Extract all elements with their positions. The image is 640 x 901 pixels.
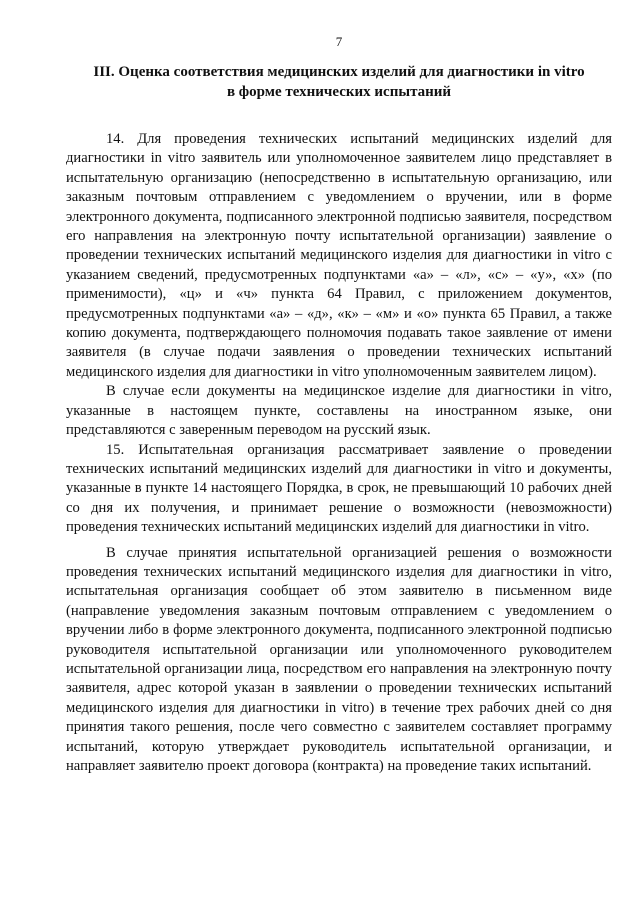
section-heading-line-2: в форме технических испытаний (226, 84, 452, 100)
section-heading-line-1: III. Оценка соответствия медицинских изделий для диагностики in vitro (93, 64, 585, 80)
section-heading (66, 62, 612, 102)
paragraph-14: 14. Для проведения технических испытаний медицинских изделий для диагностики in vitro заявитель или уполномоченное заявителем лицо представляет в испытательную организацию (непосредственно в испытательную организацию, или заказным почтовым отправлением с уведомлением о вручении, или в форме электронного документа, подписанного электронной подписью заявителя, посредством его направления на электронную почту испытательной организации) заявление о проведении технических испытаний медицинского изделия для диагностики in vitro с указанием сведений, предусмотренных подпунктами «а» – «л», «с» – «у», «х» (по применимости), «ц» и «ч» пункта 64 Правил, с приложением документов, предусмотренных подпунктами «а» – «д», «к» – «м» и «о» пункта 65 Правил, а также копию документа, подтверждающего полномочия подавать такое заявление от имени заявителя (в случае подачи заявления о проведении технических испытаний медицинского изделия для диагностики in vitro уполномоченным заявителем лицом). (66, 131, 612, 380)
paragraph-15-decision: В случае принятия испытательной организацией решения о возможности проведения технических испытаний медицинского изделия для диагностики in vitro, испытательная организация сообщает об этом заявителю в письменном виде (направление уведомления заказным почтовым отправлением с уведомлением о вручении либо в форме электронного документа, подписанного электронной подписью руководителя испытательной организации или уполномоченного руководителем испытательной организации лица, посредством его направления на электронную почту заявителя, адрес которой указан в заявлении о проведении технических испытаний медицинского изделия для диагностики in vitro) в течение трех рабочих дней со дня принятия такого решения, после чего совместно с заявителем составляет программу испытаний, которую утверждает руководитель испытательной организации, и направляет заявителю проект договора (контракта) на проведение таких испытаний. (66, 544, 612, 774)
paragraph-14-translation: В случае если документы на медицинское изделие для диагностики in vitro, указанные в настоящем пункте, составлены на иностранном языке, они представляются с заверенным переводом на русский язык. (66, 383, 612, 439)
paragraph-15: 15. Испытательная организация рассматривает заявление о проведении технических испытаний медицинских изделий для диагностики in vitro и документы, указанные в пункте 14 настоящего Порядка, в срок, не превышающий 10 рабочих дней со дня их получения, и принимает решение о возможности (невозможности) проведения технических испытаний медицинских изделий для диагностики in vitro. (66, 441, 612, 536)
page-number: 7 (335, 34, 343, 49)
